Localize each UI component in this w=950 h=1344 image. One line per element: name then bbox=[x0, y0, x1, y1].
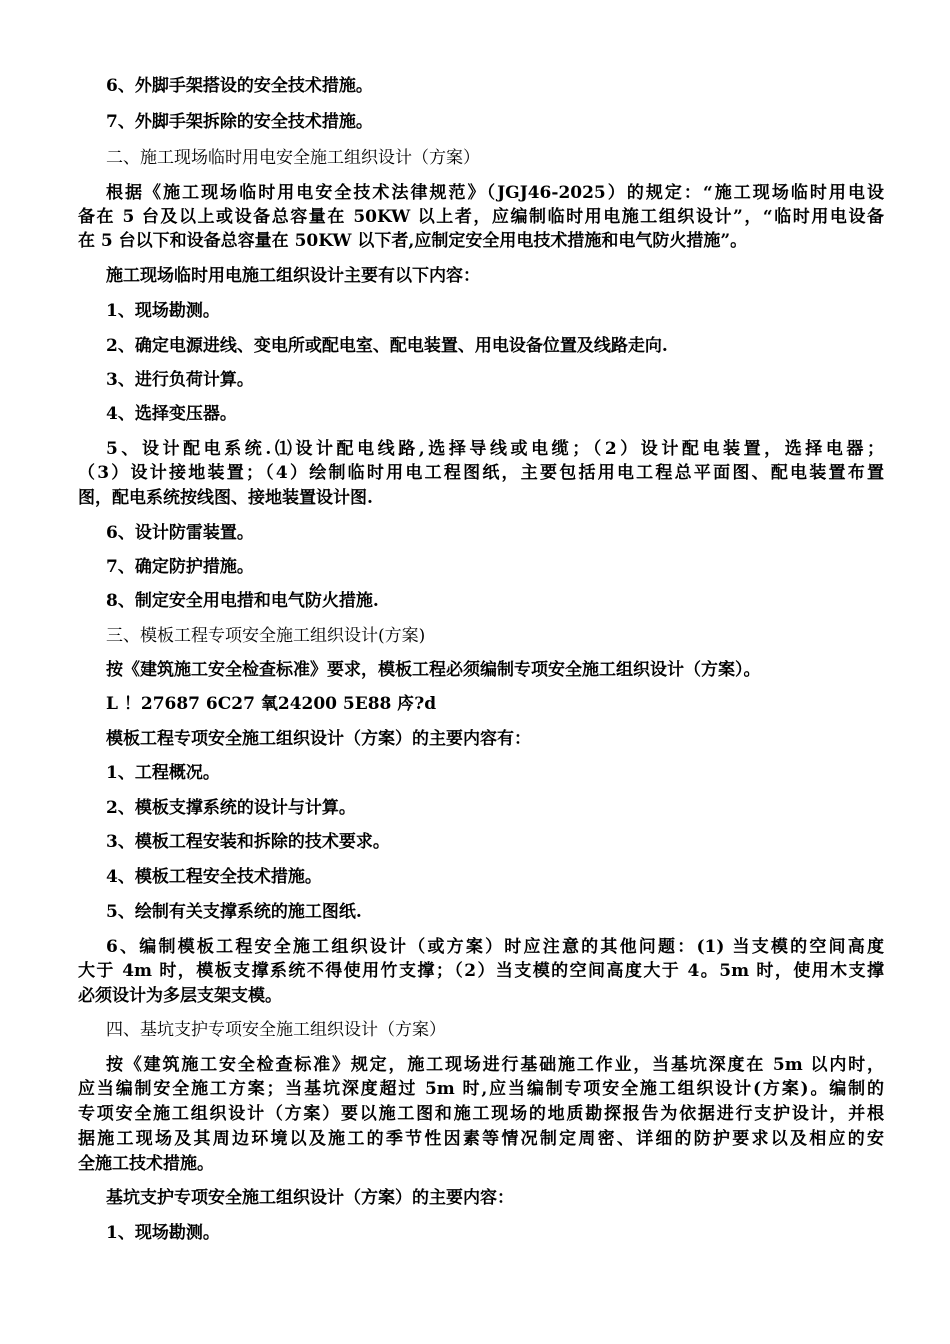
paragraph-line: 模板工程专项安全施工组织设计（方案）的主要内容有： bbox=[106, 729, 531, 749]
paragraph-line: 全施工技术措施。 bbox=[78, 1154, 214, 1174]
paragraph-line: （3）设计接地装置；（4）绘制临时用电工程图纸，主要包括用电工程总平面图、配电装置布置 bbox=[78, 463, 884, 483]
document-page bbox=[78, 0, 884, 1344]
list-item: 5、绘制有关支撑系统的施工图纸. bbox=[106, 902, 362, 922]
paragraph-line: 大于 4m 时，模板支撑系统不得使用竹支撑；（2）当支模的空间高度大于 4。5m 时，使用木支撑 bbox=[78, 961, 884, 981]
list-item: 7、外脚手架拆除的安全技术措施。 bbox=[106, 112, 373, 132]
paragraph-line: 按《建筑施工安全检查标准》规定，施工现场进行基础施工作业，当基坑深度在 5m 以内时， bbox=[106, 1055, 884, 1075]
list-item: 6、编制模板工程安全施工组织设计（或方案）时应注意的其他问题：(1) 当支模的空间高度 bbox=[106, 937, 884, 957]
list-item: 1、现场勘测。 bbox=[106, 301, 220, 321]
list-item: 7、确定防护措施。 bbox=[106, 557, 254, 577]
paragraph-line: 根据《施工现场临时用电安全技术法律规范》（JGJ46-2025）的规定：“施工现场临时用电设 bbox=[106, 183, 884, 203]
paragraph-line: 据施工现场及其周边环境以及施工的季节性因素等情况制定周密、详细的防护要求以及相应的安 bbox=[78, 1129, 884, 1149]
paragraph-line: 按《建筑施工安全检查标准》要求，模板工程必须编制专项安全施工组织设计（方案）。 bbox=[106, 660, 761, 680]
section-heading: 二、施工现场临时用电安全施工组织设计（方案） bbox=[106, 148, 480, 168]
list-item: 3、模板工程安装和拆除的技术要求。 bbox=[106, 832, 390, 852]
list-item: 6、设计防雷装置。 bbox=[106, 523, 254, 543]
paragraph-line: 图，配电系统按线图、接地装置设计图. bbox=[78, 488, 373, 508]
paragraph-line: 应当编制安全施工方案；当基坑深度超过 5m 时,应当编制专项安全施工组织设计(方案)。编制的 bbox=[78, 1079, 884, 1099]
list-item: 1、现场勘测。 bbox=[106, 1223, 220, 1243]
list-item: 4、模板工程安全技术措施。 bbox=[106, 867, 322, 887]
paragraph-line: 基坑支护专项安全施工组织设计（方案）的主要内容： bbox=[106, 1188, 514, 1208]
list-item: 2、模板支撑系统的设计与计算。 bbox=[106, 798, 356, 818]
list-item: 2、确定电源进线、变电所或配电室、配电装置、用电设备位置及线路走向. bbox=[106, 336, 668, 356]
list-item: 6、外脚手架搭设的安全技术措施。 bbox=[106, 76, 373, 96]
section-heading: 四、基坑支护专项安全施工组织设计（方案） bbox=[106, 1020, 446, 1040]
section-heading: 三、模板工程专项安全施工组织设计(方案) bbox=[106, 626, 426, 646]
paragraph-line: L ！27687 6C27 氧24200 5E88 庈?d bbox=[106, 694, 437, 714]
list-item: 1、工程概况。 bbox=[106, 763, 220, 783]
paragraph-line: 专项安全施工组织设计（方案）要以施工图和施工现场的地质勘探报告为依据进行支护设计，并根 bbox=[78, 1104, 884, 1124]
paragraph-line: 必须设计为多层支架支模。 bbox=[78, 986, 282, 1006]
list-item: 8、制定安全用电措和电气防火措施. bbox=[106, 591, 379, 611]
list-item: 3、进行负荷计算。 bbox=[106, 370, 254, 390]
paragraph-line: 在 5 台以下和设备总容量在 50KW 以下者,应制定安全用电技术措施和电气防火措施”。 bbox=[78, 231, 748, 251]
list-item: 5、设计配电系统.⑴设计配电线路,选择导线或电缆；（2）设计配电装置，选择电器； bbox=[106, 439, 884, 459]
paragraph-line: 备在 5 台及以上或设备总容量在 50KW 以上者，应编制临时用电施工组织设计”，“临时用电设备 bbox=[78, 207, 884, 227]
list-item: 4、选择变压器。 bbox=[106, 404, 237, 424]
paragraph-line: 施工现场临时用电施工组织设计主要有以下内容： bbox=[106, 266, 480, 286]
